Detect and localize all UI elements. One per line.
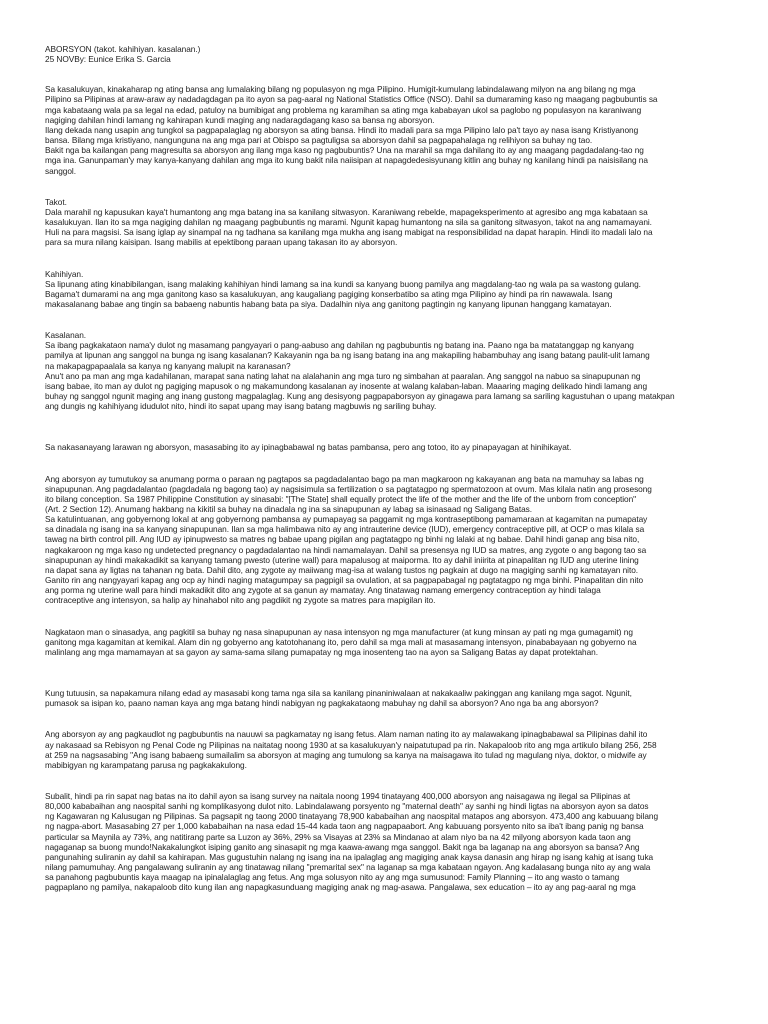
document-body xyxy=(45,44,733,893)
paragraph-definition: Ang aborsyon ay tumutukoy sa anumang porma o paraan ng pagtapos sa pagdadalantao bago pa man magkaroon ng kakayanan ang bata na mamuhay sa labas ng sinapupunan. Ang pagdadalantao (pagdadala ng bagong tao) ay nagsisimula sa fertilization o sa pagtatagpo ng spermatozoon at ovum. Mas kilala natin ang prosesong ito bilang conception. Sa 1987 Philippine Constitution ay sinasabi: "[The State] shall equally protect the life of the mother and the life of the unborn from conception" (Art. 2 Section 12). Anumang hakbang na kikitil sa buhay na dinadala ng ina sa sinapupunan ay labag sa isinasaad ng Saligang Batas. Sa katulintuanan, ang gobyernong lokal at ang gobyernong pambansa ay pumapayag sa paggamit ng mga kontraseptibong pamamaraan at kagamitan na pumapatay sa dinadala ng isang ina sa kanyang sinapupunan. Ilan sa mga halimbawa nito ay ang intrauterine device (IUD), emergency contraceptive pill, at OCP o mas kilala sa tawag na birth control pill. Ang IUD ay ipinupwesto sa matres ng babae upang pigilan ang pagtatagpo ng binhi ng lalaki at ng babae. Dahil hindi ganap ang bisa nito, nagkakaroon ng mga kaso ng undetected pregnancy o pagdadalantao na hindi namamalayan. Dahil sa presensya ng IUD sa matres, ang zygote o ang bagong tao sa sinapupunan ay hindi makakadikit sa kanyang tamang pwesto (uterine wall) para mapalusog at maiporma. Ito ay dahil iniirita at pinapalitan ng IUD ang uterine lining na dapat sana ay ligtas na tahanan ng bata. Dahil dito, ang zygote ay maiiwang mag-isa at walang tustos ng pagkain at dugo na magiging sanhi ng kamatayan nito. Ganito rin ang nangyayari kapag ang ocp ay hindi naging matagumpay sa pagpigil sa ovulation, at sa pagpapabagal ng pagtatagpo ng mga binhi. Pinapalitan din nito ang porma ng uterine wall para hindi makadikit dito ang zygote at sa ganun ay mamatay. Ang tinatawag namang emergency contraception ay hindi talaga contraceptive ang intensyon, sa halip ay hinahabol nito ang pagdikit ng zygote sa matres para mapigilan ito. xyxy=(45,473,652,606)
document-title: ABORSYON (takot. kahihiyan. kasalanan.) xyxy=(45,44,201,54)
paragraph-reflection: Kung tutuusin, sa napakamura nilang edad ay masasabi kong tama nga sila sa kanilang pinaniniwalaan at nakakaaliw pakinggan ang kanilang mga sagot. Ngunit, pumasok sa isipan ko, paano naman kaya ang mga batang hindi nabigyan ng pagkakataong mabuhay ng dahil sa aborsyon? Ano nga ba ang aborsyon? xyxy=(45,688,632,709)
byline: 25 NOVBy: Eunice Erika S. Garcia xyxy=(45,54,171,65)
paragraph-kahihiyan: Kahihiyan. Sa lipunang ating kinabibilangan, isang malaking kahihiyan hindi lamang sa ina kundi sa kanyang buong pamilya ang magdalang-tao ng wala pa sa wastong gulang. Bagama't dumarami na ang mga ganitong kaso sa kasalukuyan, ang kaugaliang pagiging konserbatibo sa ating mga Pilipino ay hindi pa rin nawawala. Isang makasalanang babae ang tingin sa babaeng nabuntis habang bata pa siya. Dadalhin niya ang ganitong pagtingin ng kanyang lipunan hanggang kamatayan. xyxy=(45,268,641,309)
paragraph-penal-code: Ang aborsyon ay ang pagkaudlot ng pagbubuntis na nauuwi sa pagkamatay ng isang fetus. Alam naman nating ito ay malawakang ipinagbabawal sa Pilipinas dahil ito ay nakasaad sa Rebisyon ng Penal Code ng Pilipinas na naitatag noong 1930 at sa kasalukuyan'y naipatutupad pa rin. Nakapaloob rito ang mga artikulo bilang 256, 258 at 259 na nagsasabing "Ang isang babaeng sumailalim sa aborsyon at maging ang tumulong sa kanya na maisagawa ito tulad ng magulang niya, doktor, o midwife ay mabibigyan ng karampatang parusa ng pagkakakulong. xyxy=(45,729,657,770)
paragraph-statistics: Subalit, hindi pa rin sapat nag batas na ito dahil ayon sa isang survey na naitala noong 1994 tinatayang 400,000 aborsyon ang naisagawa ng ilegal sa Pilipinas at 80,000 kababaihan ang naospital sanhi ng komplikasyong dulot nito. Labindalawang porsyento ng "maternal death" ay sanhi ng hindi ligtas na aborsyon ayon sa datos ng Kagawaran ng Kalusugan ng Pilipinas. Sa pagsapit ng taong 2000 tinatayang 78,900 kababaihan ang naospital matapos ang aborsyon. 473,400 ang kabuuang bilang ng nagpa-abort. Masasabing 27 per 1,000 kababaihan na nasa edad 15-44 kada taon ang nagpapaabort. Ang kabuuang porsyento nito sa iba't ibang panig ng bansa particular sa Maynila ay 73%, ang natitirang parte sa Luzon ay 36%, 29% sa Visayas at 23% sa Mindanao at alam niyo ba na 42 milyong aborsyon kada taon ang nagaganap sa buong mundo!Nakakalungkot isiping ganito ang sinasapit ng mga kaawa-awang mga sanggol. Bakit nga ba laganap na ang aborsyon sa bansa? Ang pangunahing suliranin ay dahil sa kahirapan. Mas gugustuhin nalang ng isang ina na ipalaglag ang magiging anak kaysa danasin ang hirap ng isang kahig at isang tuka nilang pamumuhay. Ang pangalawang suliranin ay ang tinatawag nilang "premarital sex" na laganap sa mga kabataan ngayon. Ang kadalasang bunga nito ay ang wala sa panahong pagbubuntis kaya maagap na ipinalalaglag ang fetus. Ang mga solusyon nito ay ang mga sumusunod: Family Planning – ito ang wasto o tamang pagpaplano ng pamilya, nakapaloob dito kung ilan ang napagkasunduang magiging anak ng mag-asawa. Pangalawa, sex education – ito ay ang pag-aaral ng mga xyxy=(45,790,659,893)
paragraph-intention: Nagkataon man o sinasadya, ang pagkitil sa buhay ng nasa sinapupunan ay nasa intensyon ng mga manufacturer (at kung minsan ay pati ng mga gumagamit) ng ganitong mga kagamitan at kemikal. Alam din ng gobyerno ang katotohanang ito, pero dahil sa mga mali at masasamang intensyon, pinababayaan ng gobyerno na malinlang ang mga mamamayan at sa gayon ay sama-sama silang pumapatay ng mga inosenteng tao na ayon sa Saligang Batas ay dapat protektahan. xyxy=(45,626,637,657)
paragraph-larawan: Sa nakasanayang larawan ng aborsyon, masasabing ito ay ipinagbabawal ng batas pambansa, pero ang totoo, ito ay pinapayagan at hinihikayat. xyxy=(45,442,572,453)
paragraph-kasalanan: Kasalanan. Sa ibang pagkakataon nama'y dulot ng masamang pangyayari o pang-aabuso ang dahilan ng pagbubuntis ng batang ina. Paano nga ba matatanggap ng kanyang pamilya at lipunan ang sanggol na bunga ng isang kasalanan? Kakayanin nga ba ng isang batang ina ang makapiling habambuhay ang isang batang paulit-ulit lamang na makapagpapaalala sa kanya ng kanyang malupit na karanasan? Anu't ano pa man ang mga kadahilanan, marapat sana nating lahat na alalahanin ang mga turo ng simbahan at paaralan. Ang sanggol na nabuo sa sinapupunan ng isang babae, ito man ay dulot ng pagiging mapusok o ng makamundong kasalanan ay inosente at walang kalaban-laban. Maaaring maging delikado hindi lamang ang buhay ng sanggol ngunit maging ang inang gustong magpalaglag. Kung ang desisyong pagpapaborsyon ay ginagawa para lamang sa sariling kagustuhan o upang matakpan ang dungis ng kahihiyang idudulot nito, hindi ito sapat upang may isang batang magbuwis ng sariling buhay. xyxy=(45,330,675,412)
paragraph-takot: Takot. Dala marahil ng kapusukan kaya't humantong ang mga batang ina sa kanilang sitwasyon. Karaniwang rebelde, mapageksperimento at agresibo ang mga kabataan sa kasalukuyan. Ilan ito sa mga nagiging dahilan ng maagang pagbubuntis ng marami. Ngunit kapag humantong na sila sa ganitong sitwasyon, takot na ang namamayani. Huli na para magsisi. Sa isang iglap ay sinampal na ng tadhana sa kanilang mga mukha ang isang mabigat na responsibilidad na dapat harapin. Hindi ito madali lalo na para sa mura nilang kaisipan. Isang mabilis at epektibong paraan upang takasan ito ay aborsyon. xyxy=(45,196,653,248)
paragraph-intro: Sa kasalukuyan, kinakaharap ng ating bansa ang lumalaking bilang ng populasyon ng mga Pilipino. Humigit-kumulang labindalawang milyon na ang bilang ng mga Pilipino sa Pilipinas at araw-araw ay nadadagdagan pa ito ayon sa pag-aaral ng National Statistics Office (NSO). Dahil sa dumaraming kaso ng maagang pagbubuntis sa mga kabataang wala pa sa legal na edad, patuloy na bumibigat ang problema ng karamihan sa ating mga kababayan ukol sa paglobo ng populasyon na karaniwang nagiging dahilan hindi lamang ng kahirapan kundi maging ang nadaragdagang kaso sa bansa ng aborsyon. Ilang dekada nang usapin ang tungkol sa pagpapalaglag ng aborsyon sa ating bansa. Hindi ito madali para sa mga Pilipino lalo pa't tayo ay nasa isang Kristiyanong bansa. Bilang mga kristiyano, nangunguna na ang mga pari at Obispo sa pagtuligsa sa aborsyon dahil sa pagpapahalaga ng relihiyon sa buhay ng tao. Bakit nga ba kailangan pang magresulta sa aborsyon ang ilang mga kaso ng pagbubuntis? Una na marahil sa mga dahilang ito ay ang maagang pagdadalang-tao ng mga ina. Ganunpaman'y may kanya-kanyang dahilan ang mga ito kung bakit nila naiisipan at napagdedesisyunang kitlin ang buhay ng kanilang hindi pa naisisilang na sanggol. xyxy=(45,84,658,176)
